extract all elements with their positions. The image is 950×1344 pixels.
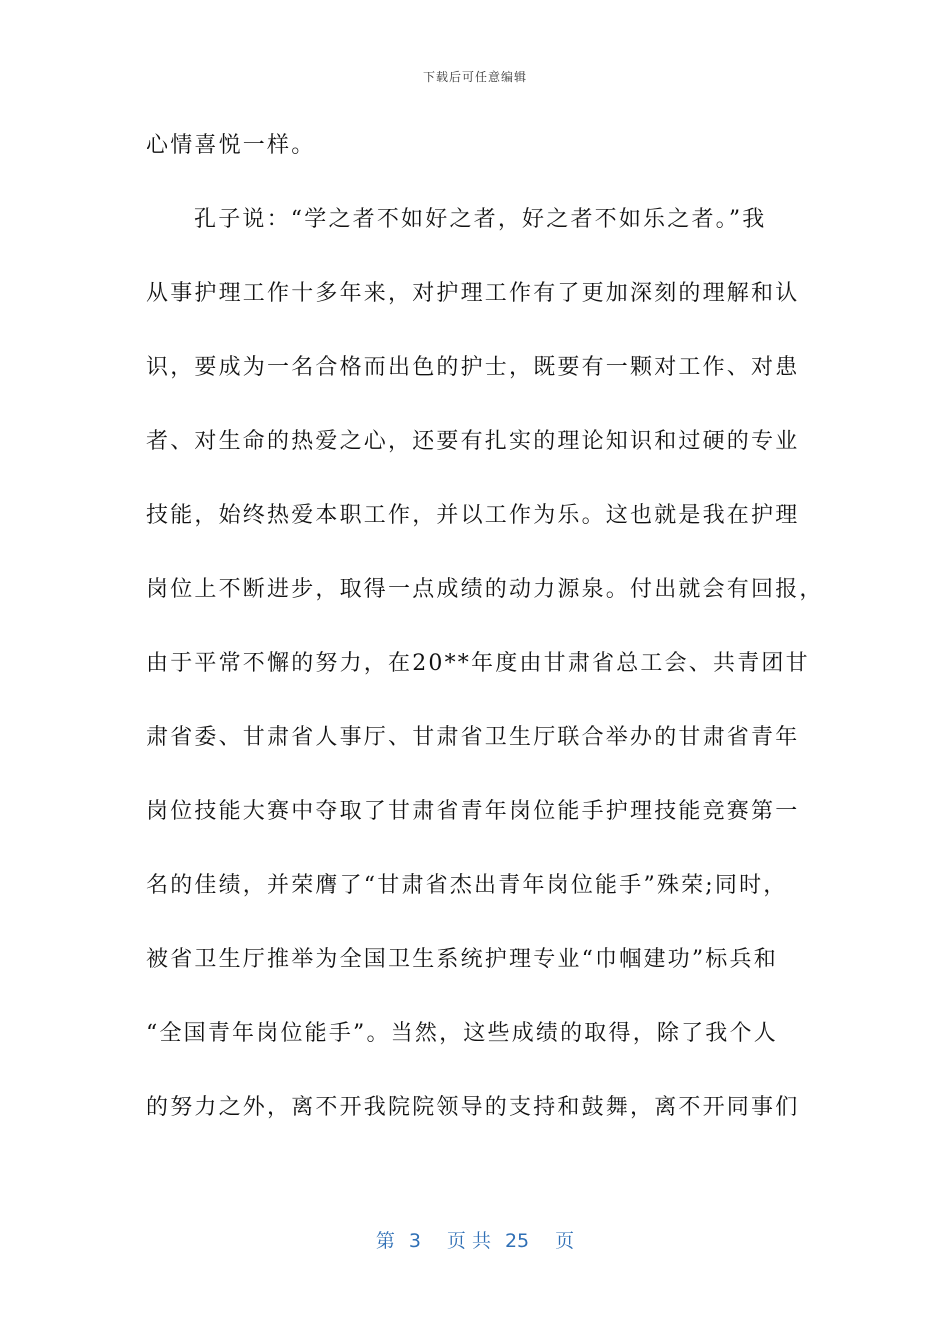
text-line-10: 岗位技能大赛中夺取了甘肃省青年岗位能手护理技能竞赛第一 bbox=[146, 799, 800, 824]
page-footer bbox=[0, 1226, 950, 1253]
text-line-4: 识，要成为一名合格而出色的护士，既要有一颗对工作、对患 bbox=[146, 355, 800, 380]
page-header: 下载后可任意编辑 bbox=[422, 70, 527, 84]
text-line-13: “全国青年岗位能手”。当然，这些成绩的取得，除了我个人 bbox=[146, 1021, 778, 1046]
text-line-5: 者、对生命的热爱之心，还要有扎实的理论知识和过硬的专业 bbox=[146, 429, 800, 454]
text-line-8: 由于平常不懈的努力，在20**年度由甘肃省总工会、共青团甘 bbox=[146, 651, 810, 676]
text-line-12: 被省卫生厅推举为全国卫生系统护理专业“巾帼建功”标兵和 bbox=[146, 947, 778, 972]
text-line-3: 从事护理工作十多年来，对护理工作有了更加深刻的理解和认 bbox=[146, 281, 800, 306]
page-label-mid: 页 共 bbox=[446, 1230, 491, 1252]
text-line-11: 名的佳绩，并荣膺了“甘肃省杰出青年岗位能手”殊荣;同时， bbox=[146, 873, 788, 898]
total-pages-number: 25 bbox=[504, 1230, 530, 1252]
current-page-number: 3 bbox=[408, 1230, 421, 1252]
document-body bbox=[146, 118, 824, 1154]
text-line-7: 岗位上不断进步，取得一点成绩的动力源泉。付出就会有回报， bbox=[146, 577, 824, 602]
text-line-9: 肃省委、甘肃省人事厅、甘肃省卫生厅联合举办的甘肃省青年 bbox=[146, 725, 800, 750]
page-label-prefix: 第 bbox=[375, 1230, 395, 1252]
text-line-2: 孔子说：“学之者不如好之者，好之者不如乐之者。”我 bbox=[194, 207, 767, 232]
text-line-1: 心情喜悦一样。 bbox=[146, 133, 316, 158]
text-line-6: 技能，始终热爱本职工作，并以工作为乐。这也就是我在护理 bbox=[146, 503, 800, 528]
page-label-suffix: 页 bbox=[555, 1230, 575, 1252]
text-line-14: 的努力之外，离不开我院院领导的支持和鼓舞，离不开同事们 bbox=[146, 1095, 800, 1120]
